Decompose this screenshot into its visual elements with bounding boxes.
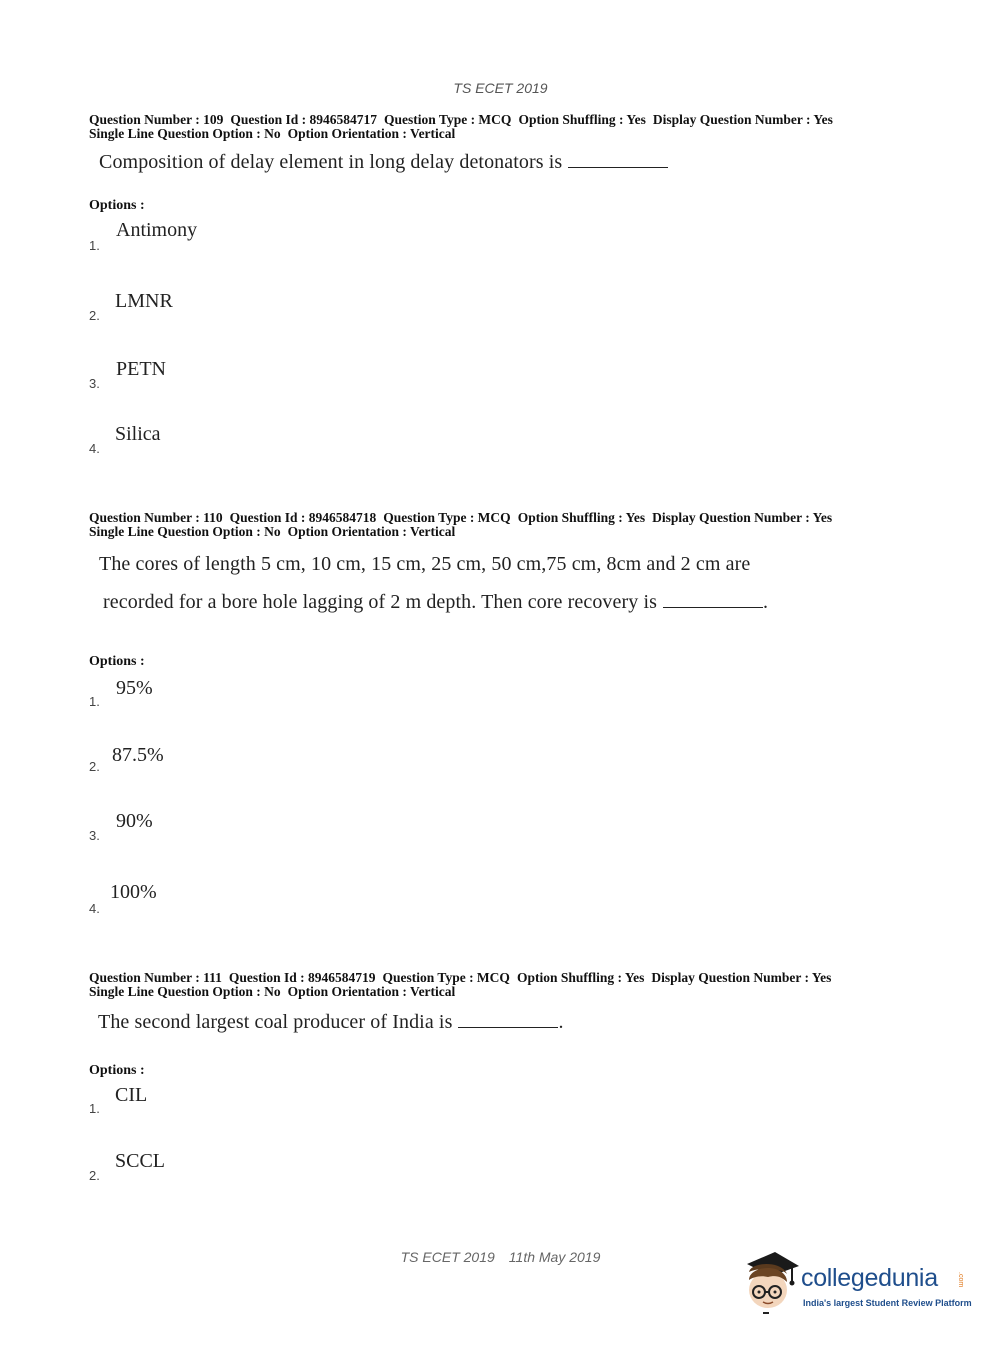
meta-question-type: Question Type : MCQ [384, 112, 512, 127]
meta-display-number: Display Question Number : Yes [651, 970, 832, 985]
question-meta-line-2 [89, 127, 909, 141]
question-trail: . [558, 1011, 564, 1033]
meta-orientation: Option Orientation : Vertical [287, 126, 456, 141]
options-label: Options : [89, 654, 145, 669]
option-text: CIL [115, 1084, 148, 1106]
meta-question-number: Question Number : 110 [89, 510, 223, 525]
meta-display-number: Display Question Number : Yes [652, 510, 833, 525]
question-text-line-1: Composition of delay element in long delay detonators is [99, 151, 563, 173]
option-number: 4. [89, 441, 100, 456]
option-text: 87.5% [112, 744, 164, 766]
answer-blank [663, 606, 763, 608]
option-text: SCCL [115, 1150, 166, 1172]
option-text: 100% [110, 881, 157, 903]
meta-option-shuffling: Option Shuffling : Yes [516, 970, 645, 985]
question-meta-line-1 [89, 511, 909, 525]
meta-orientation: Option Orientation : Vertical [287, 524, 456, 539]
footer-date: 11th May 2019 [508, 1249, 601, 1265]
question-meta-line-1 [89, 971, 909, 985]
meta-single-line: Single Line Question Option : No [89, 126, 281, 141]
option-number: 1. [89, 1101, 100, 1116]
page-header-title: TS ECET 2019 [453, 80, 548, 96]
options-label: Options : [89, 1063, 145, 1078]
option-number: 2. [89, 1168, 100, 1183]
option-number: 1. [89, 694, 100, 709]
footer-exam: TS ECET 2019 [400, 1249, 495, 1265]
question-111 [89, 971, 909, 1191]
meta-question-type: Question Type : MCQ [382, 970, 510, 985]
meta-question-number: Question Number : 109 [89, 112, 224, 127]
meta-question-id: Question Id : 8946584717 [230, 112, 378, 127]
answer-blank [568, 166, 668, 168]
option-text: 90% [116, 810, 153, 832]
option-text: Silica [115, 423, 161, 445]
question-meta-line-2 [89, 985, 909, 999]
question-text [98, 1011, 564, 1034]
question-text-line-1: The cores of length 5 cm, 10 cm, 15 cm, 25 cm, 50 cm,75 cm, 8cm and 2 cm are [99, 553, 751, 575]
meta-single-line: Single Line Question Option : No [89, 524, 281, 539]
meta-question-id: Question Id : 8946584719 [228, 970, 376, 985]
option-number: 4. [89, 901, 100, 916]
question-text [99, 151, 668, 174]
option-text: LMNR [115, 290, 173, 312]
question-meta-line-2 [89, 525, 909, 539]
option-number: 2. [89, 308, 100, 323]
answer-blank [458, 1026, 558, 1028]
option-text: PETN [116, 358, 166, 380]
options-label: Options : [89, 198, 145, 213]
option-text: 95% [116, 677, 153, 699]
option-number: 1. [89, 238, 100, 253]
meta-option-shuffling: Option Shuffling : Yes [518, 112, 646, 127]
meta-question-type: Question Type : MCQ [383, 510, 511, 525]
question-text-line-2-content: recorded for a bore hole lagging of 2 m depth. Then core recovery is [103, 591, 657, 613]
meta-question-number: Question Number : 111 [89, 970, 222, 985]
option-number: 2. [89, 759, 100, 774]
question-109 [89, 113, 909, 463]
question-meta-line-1 [89, 113, 909, 127]
option-number: 3. [89, 376, 100, 391]
meta-single-line: Single Line Question Option : No [89, 984, 281, 999]
collegedunia-logo [741, 1250, 971, 1320]
option-number: 3. [89, 828, 100, 843]
question-trail: . [763, 591, 769, 613]
logo-domain-suffix: .com [957, 1272, 964, 1288]
option-text: Antimony [116, 219, 198, 241]
meta-display-number: Display Question Number : Yes [652, 112, 833, 127]
question-110 [89, 511, 909, 921]
meta-question-id: Question Id : 8946584718 [229, 510, 377, 525]
question-text-line-2 [103, 591, 768, 614]
logo-tagline: India's largest Student Review Platform [803, 1298, 972, 1308]
meta-option-shuffling: Option Shuffling : Yes [517, 510, 646, 525]
mascot-icon [741, 1250, 803, 1316]
logo-wordmark: collegedunia [801, 1264, 938, 1292]
meta-orientation: Option Orientation : Vertical [287, 984, 456, 999]
question-text-line-1: The second largest coal producer of India is [98, 1011, 453, 1033]
